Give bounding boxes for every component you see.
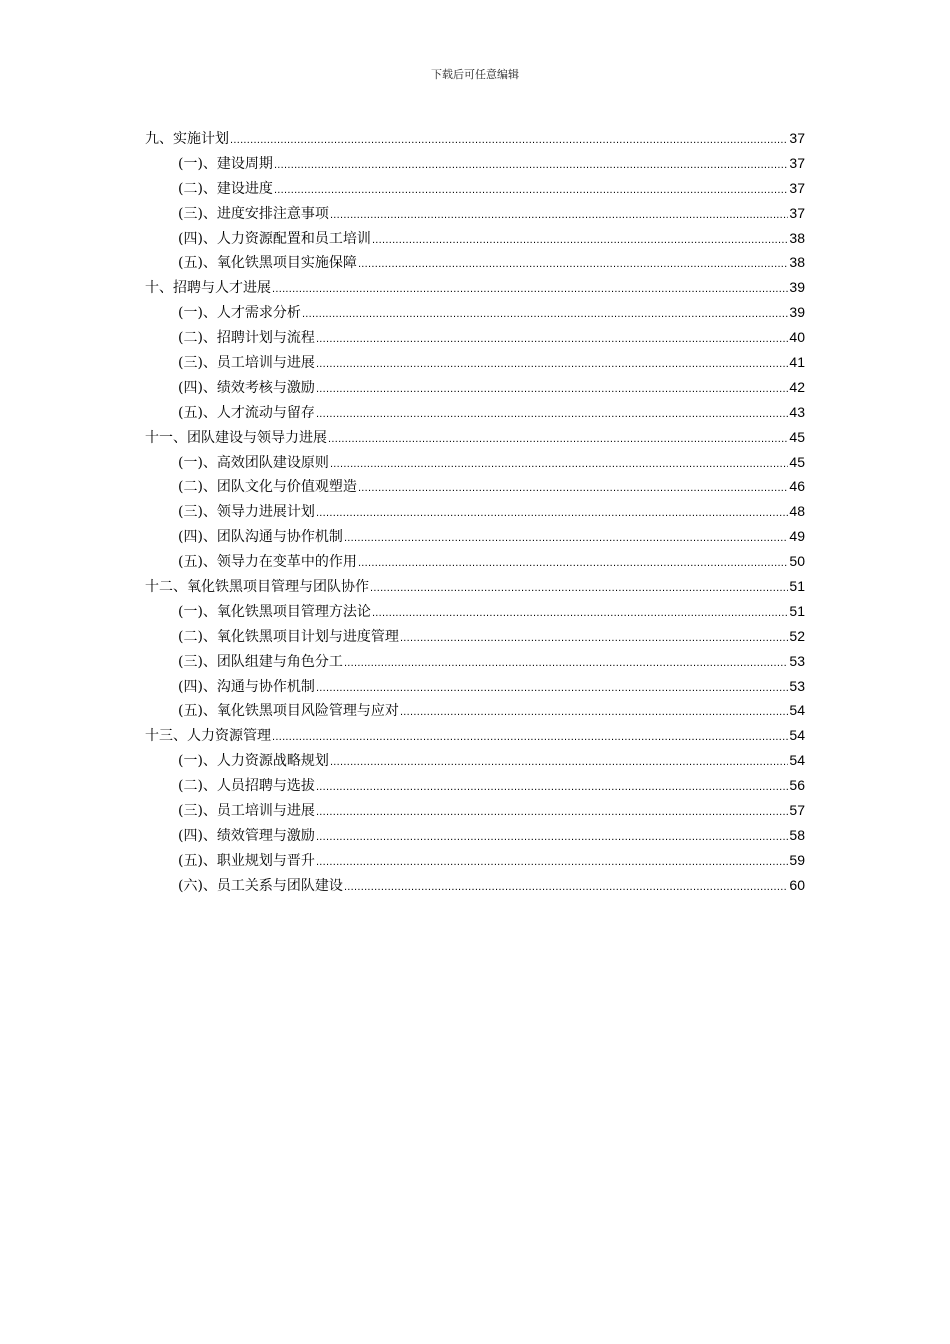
toc-chapter-link[interactable]	[145, 275, 805, 300]
toc-dot-leader	[358, 476, 788, 501]
toc-dot-leader	[372, 601, 788, 626]
toc-page-number: 49	[789, 528, 805, 545]
toc-section-link[interactable]	[145, 748, 805, 773]
toc-page-number: 40	[789, 329, 805, 346]
toc-entry-title: (四)、绩效考核与激励	[178, 379, 315, 396]
toc-page-number: 52	[789, 627, 805, 644]
toc-section-link[interactable]	[145, 848, 805, 873]
toc-dot-leader	[344, 526, 788, 551]
toc-dot-leader	[358, 551, 788, 576]
toc-entry-title: (三)、进度安排注意事项	[178, 205, 329, 222]
toc-section-link[interactable]	[145, 823, 805, 848]
toc-dot-leader	[274, 178, 788, 203]
toc-entry-title: (一)、人力资源战略规划	[178, 753, 329, 770]
toc-section-link[interactable]	[145, 325, 805, 350]
toc-page-number: 45	[789, 428, 805, 445]
toc-dot-leader	[272, 277, 788, 302]
toc-page-number: 38	[789, 229, 805, 246]
toc-entry-title: (四)、人力资源配置和员工培训	[178, 230, 371, 247]
toc-page-number: 42	[789, 378, 805, 395]
toc-section-link[interactable]	[145, 524, 805, 549]
toc-section-link[interactable]	[145, 250, 805, 275]
toc-section-link[interactable]	[145, 151, 805, 176]
toc-section-link[interactable]	[145, 873, 805, 898]
toc-entry-title: (五)、氧化铁黑项目风险管理与应对	[178, 703, 399, 720]
toc-section-link[interactable]	[145, 798, 805, 823]
toc-dot-leader	[400, 700, 788, 725]
toc-section-link[interactable]	[145, 201, 805, 226]
toc-page-number: 54	[789, 727, 805, 744]
toc-chapter-link[interactable]	[145, 425, 805, 450]
toc-entry-title: (一)、氧化铁黑项目管理方法论	[178, 603, 371, 620]
toc-section-link[interactable]	[145, 773, 805, 798]
toc-entry-title: (一)、建设周期	[178, 155, 273, 172]
toc-section-link[interactable]	[145, 400, 805, 425]
toc-section-link[interactable]	[145, 599, 805, 624]
toc-section-link[interactable]	[145, 450, 805, 475]
toc-dot-leader	[358, 252, 788, 277]
toc-page-number: 37	[789, 179, 805, 196]
toc-page-number: 57	[789, 802, 805, 819]
toc-section-link[interactable]	[145, 474, 805, 499]
toc-page-number: 37	[789, 154, 805, 171]
toc-entry-title: (二)、氧化铁黑项目计划与进度管理	[178, 628, 399, 645]
toc-dot-leader	[316, 800, 788, 825]
toc-page-number: 43	[789, 403, 805, 420]
toc-section-link[interactable]	[145, 176, 805, 201]
toc-entry-title: (四)、团队沟通与协作机制	[178, 529, 343, 546]
toc-dot-leader	[316, 825, 788, 850]
toc-page-number: 54	[789, 702, 805, 719]
toc-dot-leader	[274, 153, 788, 178]
toc-page-number: 48	[789, 503, 805, 520]
toc-dot-leader	[316, 676, 788, 701]
toc-entry-title: (五)、领导力在变革中的作用	[178, 554, 357, 571]
toc-dot-leader	[344, 875, 788, 900]
toc-dot-leader	[370, 576, 788, 601]
toc-page-number: 51	[789, 578, 805, 595]
toc-section-link[interactable]	[145, 226, 805, 251]
toc-entry-title: (三)、团队组建与角色分工	[178, 653, 343, 670]
toc-page-number: 53	[789, 652, 805, 669]
toc-page-number: 60	[789, 876, 805, 893]
toc-entry-title: 十三、人力资源管理	[145, 728, 271, 745]
toc-dot-leader	[316, 850, 788, 875]
toc-entry-title: 十二、氧化铁黑项目管理与团队协作	[145, 579, 369, 596]
toc-entry-title: (五)、职业规划与晋升	[178, 852, 315, 869]
toc-page-number: 39	[789, 279, 805, 296]
toc-page-number: 59	[789, 851, 805, 868]
toc-dot-leader	[400, 626, 788, 651]
toc-chapter-link[interactable]	[145, 126, 805, 151]
toc-page-number: 56	[789, 777, 805, 794]
toc-dot-leader	[330, 452, 788, 477]
toc-section-link[interactable]	[145, 649, 805, 674]
toc-dot-leader	[330, 203, 788, 228]
toc-dot-leader	[328, 427, 788, 452]
toc-dot-leader	[344, 651, 788, 676]
toc-dot-leader	[316, 775, 788, 800]
toc-dot-leader	[230, 128, 788, 153]
toc-entry-title: (一)、高效团队建设原则	[178, 454, 329, 471]
toc-entry-title: 十一、团队建设与领导力进展	[145, 429, 327, 446]
toc-entry-title: (三)、领导力进展计划	[178, 504, 315, 521]
toc-entry-title: (二)、建设进度	[178, 180, 273, 197]
toc-entry-title: (二)、招聘计划与流程	[178, 330, 315, 347]
toc-section-link[interactable]	[145, 375, 805, 400]
toc-dot-leader	[316, 402, 788, 427]
toc-dot-leader	[316, 352, 788, 377]
toc-section-link[interactable]	[145, 300, 805, 325]
toc-page-number: 54	[789, 752, 805, 769]
toc-section-link[interactable]	[145, 350, 805, 375]
toc-entry-title: (四)、沟通与协作机制	[178, 678, 315, 695]
toc-dot-leader	[330, 750, 788, 775]
toc-page-number: 41	[789, 354, 805, 371]
toc-entry-title: (三)、员工培训与进展	[178, 803, 315, 820]
toc-entry-title: 十、招聘与人才进展	[145, 280, 271, 297]
toc-page-number: 46	[789, 478, 805, 495]
toc-dot-leader	[316, 501, 788, 526]
toc-section-link[interactable]	[145, 549, 805, 574]
toc-section-link[interactable]	[145, 674, 805, 699]
toc-page-number: 45	[789, 453, 805, 470]
page-header: 下载后可任意编辑	[431, 68, 519, 81]
toc-page-number: 50	[789, 553, 805, 570]
toc-dot-leader	[316, 377, 788, 402]
toc-chapter-link[interactable]	[145, 723, 805, 748]
table-of-contents	[145, 126, 805, 898]
toc-section-link[interactable]	[145, 499, 805, 524]
toc-dot-leader	[372, 228, 788, 253]
toc-page-number: 39	[789, 304, 805, 321]
toc-page-number: 37	[789, 130, 805, 146]
toc-dot-leader	[302, 302, 788, 327]
toc-entry-title: (二)、人员招聘与选拔	[178, 778, 315, 795]
toc-page-number: 53	[789, 677, 805, 694]
toc-entry-title: (五)、氧化铁黑项目实施保障	[178, 255, 357, 272]
toc-page-number: 37	[789, 204, 805, 221]
toc-entry-title: (六)、员工关系与团队建设	[178, 877, 343, 894]
toc-entry-title: 九、实施计划	[145, 131, 229, 147]
toc-chapter-link[interactable]	[145, 574, 805, 599]
toc-entry-title: (一)、人才需求分析	[178, 305, 301, 322]
toc-entry-title: (三)、员工培训与进展	[178, 355, 315, 372]
toc-page-number: 51	[789, 602, 805, 619]
toc-dot-leader	[316, 327, 788, 352]
toc-entry-title: (四)、绩效管理与激励	[178, 827, 315, 844]
toc-section-link[interactable]	[145, 624, 805, 649]
toc-dot-leader	[272, 725, 788, 750]
toc-section-link[interactable]	[145, 698, 805, 723]
toc-entry-title: (五)、人才流动与留存	[178, 404, 315, 421]
toc-page-number: 38	[789, 254, 805, 271]
toc-page-number: 58	[789, 826, 805, 843]
toc-entry-title: (二)、团队文化与价值观塑造	[178, 479, 357, 496]
